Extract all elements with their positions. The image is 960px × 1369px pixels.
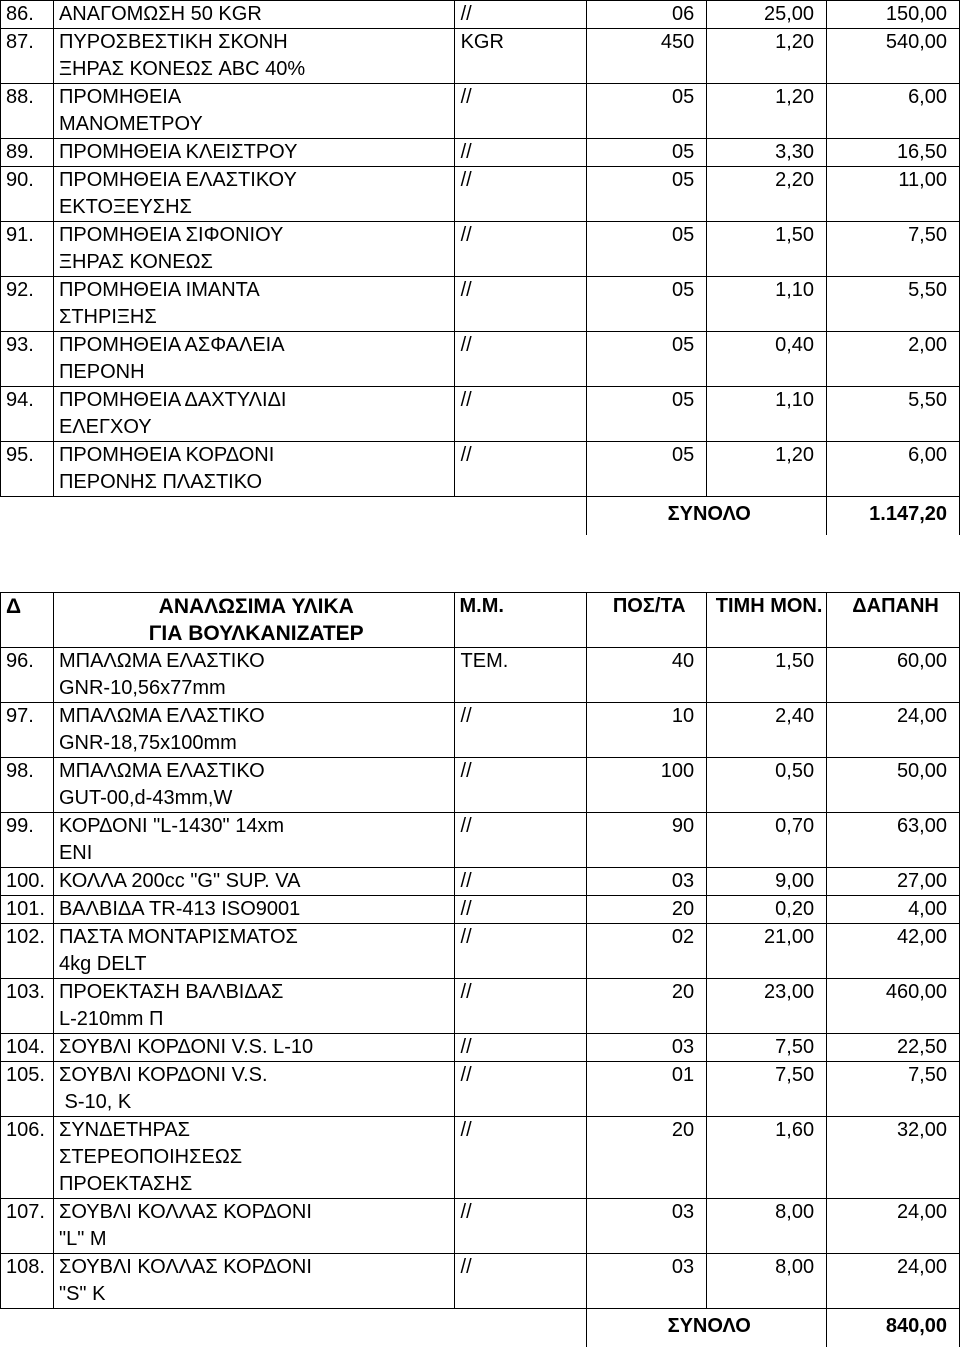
unit-price-cell: 7,50 [707,1062,827,1117]
unit-cell: // [454,84,587,139]
unit-price-cell: 7,50 [707,1034,827,1062]
description-line: ΠΡΟΜΗΘΕΙΑ ΕΛΑΣΤΙΚΟΥ [58,169,297,191]
row-number: 95. [1,442,54,497]
row-number: 94. [1,387,54,442]
table-row [1,387,960,442]
description-line: ΣΟΥΒΛΙ ΚΟΛΛΑΣ ΚΟΡΔΟΝΙ [58,1201,312,1223]
item-description [53,813,454,868]
total-label: ΣΥΝΟΛΟ [587,1309,827,1348]
unit-cell: // [454,442,587,497]
description-line: ΠΡΟΜΗΘΕΙΑ ΙΜΑΝΤΑ [58,279,260,301]
unit-cell: // [454,1034,587,1062]
unit-price-cell: 0,70 [707,813,827,868]
table-row [1,1117,960,1199]
unit-price-cell: 23,00 [707,979,827,1034]
item-description [53,868,454,896]
unit-price-cell: 1,20 [707,84,827,139]
cost-header: ΔΑΠΑΝΗ [827,593,960,648]
row-number: 107. [1,1199,54,1254]
empty-cell [1,1309,587,1348]
quantity-cell: 03 [587,1199,707,1254]
total-row [1,1309,960,1348]
description-line: ΠΕΡΟΝΗ [58,361,145,383]
row-number: 87. [1,29,54,84]
item-description [53,29,454,84]
table-row [1,84,960,139]
description-line: ΒΑΛΒΙΔΑ TR-413 ISO9001 [58,898,301,920]
unit-price-cell: 1,10 [707,277,827,332]
quantity-cell: 05 [587,387,707,442]
cost-cell: 5,50 [827,387,960,442]
total-label: ΣΥΝΟΛΟ [587,497,827,536]
unit-cell: // [454,332,587,387]
item-description [53,758,454,813]
description-line: ΜΠΑΛΩΜΑ ΕΛΑΣΤΙΚΟ [58,705,265,727]
unit-price-cell: 0,40 [707,332,827,387]
description-line: ΜΠΑΛΩΜΑ ΕΛΑΣΤΙΚΟ [58,760,265,782]
unit-cell: // [454,1199,587,1254]
description-line: ΕΛΕΓΧΟΥ [58,416,152,438]
total-value: 840,00 [827,1309,960,1348]
quantity-cell: 05 [587,277,707,332]
total-value: 1.147,20 [827,497,960,536]
description-line: "L" M [58,1228,107,1250]
row-number: 90. [1,167,54,222]
description-line: GNR-18,75x100mm [58,732,237,754]
description-line: ΠΥΡΟΣΒΕΣΤΙΚΗ ΣΚΟΝΗ [58,31,288,53]
row-number: 88. [1,84,54,139]
quantity-cell: 20 [587,896,707,924]
item-description [53,1254,454,1309]
description-line: ΞΗΡΑΣ ΚΟΝΕΩΣ [58,251,213,273]
quantity-cell: 01 [587,1062,707,1117]
item-description [53,648,454,703]
cost-cell: 60,00 [827,648,960,703]
table-header-row [1,593,960,648]
unit-cell: // [454,277,587,332]
section-letter: Δ [1,593,54,648]
cost-cell: 24,00 [827,703,960,758]
section-title [53,593,454,648]
unit-cell: // [454,139,587,167]
qty-header: ΠΟΣ/ΤΑ [587,593,707,648]
table-row [1,139,960,167]
description-line: ΠΡΟΜΗΘΕΙΑ ΚΛΕΙΣΤΡΟΥ [58,141,298,163]
unit-cell: // [454,924,587,979]
row-number: 106. [1,1117,54,1199]
table-row [1,1,960,29]
materials-table-2 [0,592,960,1347]
description-line: ΞΗΡΑΣ ΚΟΝΕΩΣ ABC 40% [58,58,306,80]
quantity-cell: 03 [587,868,707,896]
unit-cell: ΤΕΜ. [454,648,587,703]
materials-table-1 [0,0,960,535]
description-line: S-10, K [58,1091,132,1113]
unit-cell: // [454,1,587,29]
table-row [1,979,960,1034]
unit-price-cell: 1,20 [707,29,827,84]
quantity-cell: 40 [587,648,707,703]
quantity-cell: 90 [587,813,707,868]
description-line: ΣΟΥΒΛΙ ΚΟΡΔΟΝΙ V.S. [58,1064,268,1086]
table-row [1,648,960,703]
row-number: 104. [1,1034,54,1062]
row-number: 98. [1,758,54,813]
description-line: ΣΥΝΔΕΤΗΡΑΣ [58,1119,191,1141]
table-row [1,1254,960,1309]
quantity-cell: 10 [587,703,707,758]
unit-cell: // [454,1254,587,1309]
description-line: ΠΡΟΜΗΘΕΙΑ ΔΑΧΤΥΛΙΔΙ [58,389,287,411]
row-number: 91. [1,222,54,277]
row-number: 103. [1,979,54,1034]
unit-price-cell: 8,00 [707,1199,827,1254]
table-row [1,1199,960,1254]
description-line: ΚΟΡΔΟΝΙ "L-1430" 14xm [58,815,285,837]
quantity-cell: 02 [587,924,707,979]
table-row [1,332,960,387]
item-description [53,703,454,758]
row-number: 105. [1,1062,54,1117]
table-row [1,758,960,813]
item-description [53,332,454,387]
description-line: 4kg DELT [58,953,147,975]
unit-price-cell: 1,10 [707,387,827,442]
cost-cell: 11,00 [827,167,960,222]
table-row [1,442,960,497]
description-line: ΠΡΟΜΗΘΕΙΑ [58,86,182,108]
description-line: ΠΡΟΜΗΘΕΙΑ ΣΙΦΟΝΙΟΥ [58,224,284,246]
item-description [53,84,454,139]
unit-price-cell: 9,00 [707,868,827,896]
cost-cell: 4,00 [827,896,960,924]
quantity-cell: 05 [587,167,707,222]
row-number: 100. [1,868,54,896]
item-description [53,222,454,277]
cost-cell: 50,00 [827,758,960,813]
row-number: 108. [1,1254,54,1309]
row-number: 102. [1,924,54,979]
unit-cell: // [454,896,587,924]
table-row [1,896,960,924]
unit-price-cell: 0,50 [707,758,827,813]
item-description [53,896,454,924]
row-number: 93. [1,332,54,387]
row-number: 99. [1,813,54,868]
unit-price-cell: 1,20 [707,442,827,497]
cost-cell: 6,00 [827,442,960,497]
description-line: ENI [58,842,93,864]
unit-price-cell: 1,60 [707,1117,827,1199]
unit-price-cell: 25,00 [707,1,827,29]
quantity-cell: 20 [587,979,707,1034]
unit-cell: // [454,1062,587,1117]
cost-cell: 540,00 [827,29,960,84]
quantity-cell: 05 [587,332,707,387]
unit-cell: KGR [454,29,587,84]
description-line: ΣΟΥΒΛΙ ΚΟΛΛΑΣ ΚΟΡΔΟΝΙ [58,1256,312,1278]
description-line: ΑΝΑΓΟΜΩΣΗ 50 KGR [58,3,262,25]
table-row [1,1062,960,1117]
section-title-line: ΑΝΑΛΩΣΙΜΑ ΥΛΙΚΑ [158,595,354,618]
description-line: ΣΟΥΒΛΙ ΚΟΡΔΟΝΙ V.S. L-10 [58,1036,314,1058]
item-description [53,167,454,222]
unit-cell: // [454,758,587,813]
total-row [1,497,960,536]
item-description [53,1,454,29]
row-number: 89. [1,139,54,167]
cost-cell: 460,00 [827,979,960,1034]
table-row [1,703,960,758]
description-line: "S" K [58,1283,106,1305]
unit-price-cell: 0,20 [707,896,827,924]
item-description [53,442,454,497]
unit-header: Μ.Μ. [454,593,587,648]
quantity-cell: 05 [587,139,707,167]
quantity-cell: 05 [587,222,707,277]
item-description [53,387,454,442]
table-row [1,1034,960,1062]
description-line: ΠΡΟΜΗΘΕΙΑ ΑΣΦΑΛΕΙΑ [58,334,285,356]
quantity-cell: 03 [587,1034,707,1062]
unit-price-cell: 2,40 [707,703,827,758]
item-description [53,924,454,979]
description-line: ΠΑΣΤΑ ΜΟΝΤΑΡΙΣΜΑΤΟΣ [58,926,298,948]
unit-price-cell: 3,30 [707,139,827,167]
unit-cell: // [454,387,587,442]
quantity-cell: 450 [587,29,707,84]
unit-cell: // [454,979,587,1034]
row-number: 86. [1,1,54,29]
item-description [53,1062,454,1117]
description-line: ΠΡΟΕΚΤΑΣΗΣ [58,1173,193,1195]
row-number: 96. [1,648,54,703]
description-line: ΠΡΟΜΗΘΕΙΑ ΚΟΡΔΟΝΙ [58,444,275,466]
table-row [1,277,960,332]
cost-cell: 63,00 [827,813,960,868]
description-line: ΜΠΑΛΩΜΑ ΕΛΑΣΤΙΚΟ [58,650,265,672]
item-description [53,979,454,1034]
item-description [53,1117,454,1199]
price-header: ΤΙΜΗ ΜΟΝ. [707,593,827,648]
unit-price-cell: 2,20 [707,167,827,222]
description-line: ΣΤΕΡΕΟΠΟΙΗΣΕΩΣ [58,1146,243,1168]
quantity-cell: 05 [587,84,707,139]
unit-cell: // [454,813,587,868]
cost-cell: 32,00 [827,1117,960,1199]
row-number: 92. [1,277,54,332]
cost-cell: 24,00 [827,1199,960,1254]
cost-cell: 24,00 [827,1254,960,1309]
table-row [1,167,960,222]
item-description [53,277,454,332]
table-row [1,924,960,979]
unit-cell: // [454,703,587,758]
cost-cell: 27,00 [827,868,960,896]
cost-cell: 7,50 [827,222,960,277]
cost-cell: 16,50 [827,139,960,167]
unit-cell: // [454,1117,587,1199]
cost-cell: 7,50 [827,1062,960,1117]
item-description [53,139,454,167]
description-line: ΠΕΡΟΝΗΣ ΠΛΑΣΤΙΚΟ [58,471,262,493]
cost-cell: 6,00 [827,84,960,139]
cost-cell: 5,50 [827,277,960,332]
unit-cell: // [454,167,587,222]
empty-cell [1,497,587,536]
description-line: ΠΡΟΕΚΤΑΣΗ ΒΑΛΒΙΔΑΣ [58,981,284,1003]
cost-cell: 22,50 [827,1034,960,1062]
quantity-cell: 05 [587,442,707,497]
item-description [53,1199,454,1254]
table-row [1,29,960,84]
section-title-line: ΓΙΑ ΒΟΥΛΚΑΝΙΖΑΤΕΡ [148,622,364,645]
row-number: 97. [1,703,54,758]
table-row [1,868,960,896]
quantity-cell: 100 [587,758,707,813]
description-line: ΕΚΤΟΞΕΥΣΗΣ [58,196,192,218]
unit-cell: // [454,868,587,896]
quantity-cell: 06 [587,1,707,29]
description-line: ΣΤΗΡΙΞΗΣ [58,306,157,328]
description-line: ΚΟΛΛΑ 200cc "G" SUP. VA [58,870,301,892]
description-line: L-210mm Π [58,1008,164,1030]
quantity-cell: 20 [587,1117,707,1199]
unit-price-cell: 21,00 [707,924,827,979]
quantity-cell: 03 [587,1254,707,1309]
cost-cell: 42,00 [827,924,960,979]
table-row [1,813,960,868]
cost-cell: 2,00 [827,332,960,387]
item-description [53,1034,454,1062]
unit-cell: // [454,222,587,277]
table-row [1,222,960,277]
unit-price-cell: 1,50 [707,222,827,277]
unit-price-cell: 8,00 [707,1254,827,1309]
unit-price-cell: 1,50 [707,648,827,703]
description-line: ΜΑΝΟΜΕΤΡΟΥ [58,113,203,135]
description-line: GUT-00,d-43mm,W [58,787,233,809]
cost-cell: 150,00 [827,1,960,29]
row-number: 101. [1,896,54,924]
description-line: GNR-10,56x77mm [58,677,226,699]
